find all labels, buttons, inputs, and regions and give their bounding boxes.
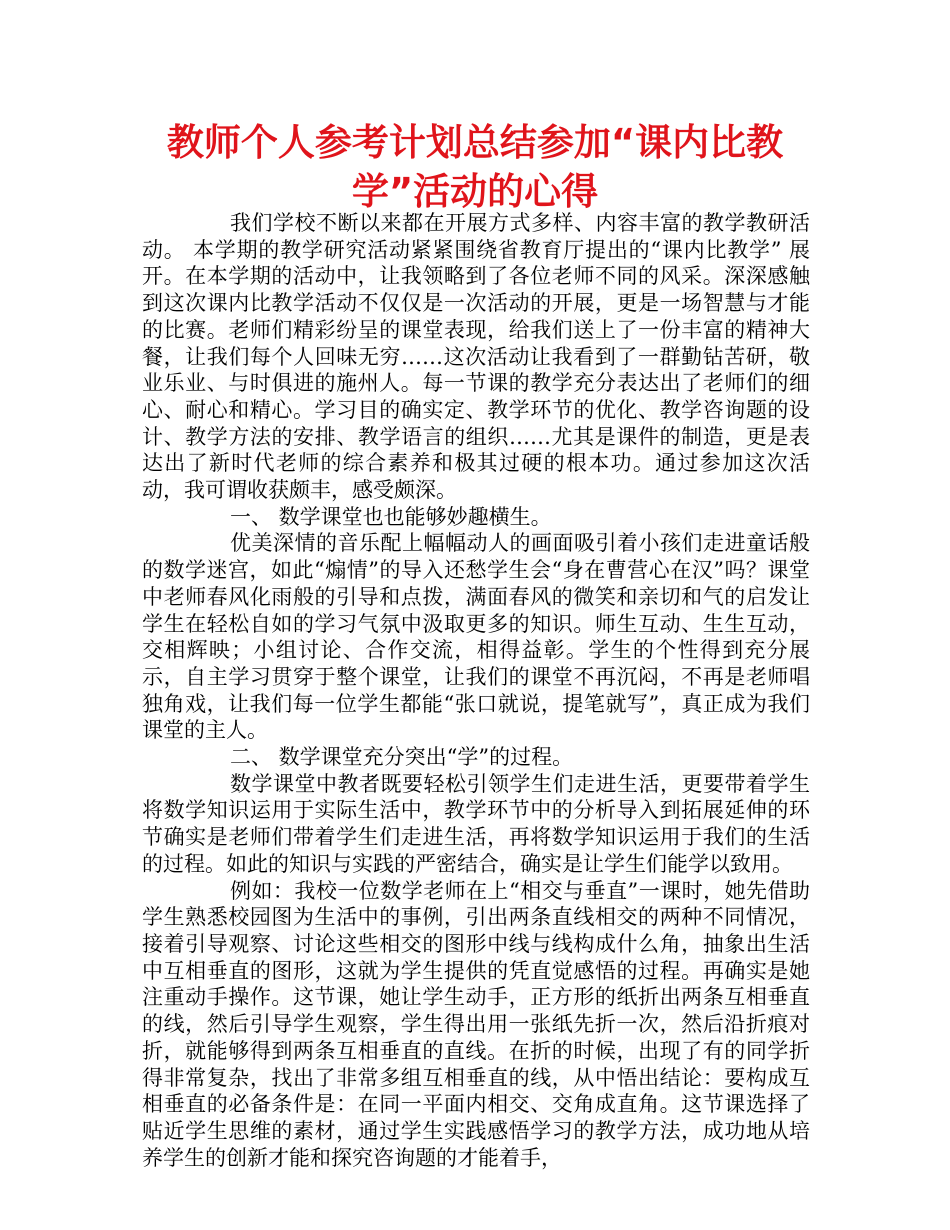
section-heading-1: 一、 数学课堂也也能够妙趣横生。 <box>230 504 552 529</box>
paragraph-intro: 我们学校不断以来都在开展方式多样、内容丰富的教学教研活动。 本学期的教学研究活动紧紧围绕省教育厅提出的“课内比教学” 展开。在本学期的活动中，让我领略到了各位老师不同的风采。深深感触到这次课内比教学活动不仅仅是一次活动的开展，更是一场智慧与才能的比赛。老师们精彩纷呈的课堂表现，给我们送上了一份丰富的精神大餐，让我们每个人回味无穷……这次活动让我看到了一群勤钻苦研，敬业乐业、与时俱进的施州人。每一节课的教学充分表达出了老师们的细心、耐心和精心。学习目的确实定、教学环节的优化、教学咨询题的设计、教学方法的安排、教学语言的组织……尤其是课件的制造，更是表达出了新时代老师的综合素养和极其过硬的根本功。通过参加这次活动，我可谓收获颇丰，感受颇深。 <box>142 211 810 503</box>
document-title: 教师个人参考计划总结参加“课内比教学”活动的心得 <box>166 121 784 213</box>
section-heading-2: 二、 数学课堂充分突出“学”的过程。 <box>230 745 574 770</box>
paragraph-section-2: 数学课堂中教者既要轻松引领学生们走进生活，更要带着学生将数学知识运用于实际生活中，教学环节中的分析导入到拓展延伸的环节确实是老师们带着学生们走进生活，再将数学知识运用于我们的生活的过程。如此的知识与实践的严密结合，确实是让学生们能学以致用。 <box>142 771 810 876</box>
document-body <box>142 210 810 1171</box>
paragraph-example: 例如：我校一位数学老师在上“相交与垂直”一课时，她先借助学生熟悉校园图为生活中的事例，引出两条直线相交的两种不同情况，接着引导观察、讨论这些相交的图形中线与线构成什么角，抽象出生活中互相垂直的图形，这就为学生提供的凭直觉感悟的过程。再确实是她注重动手操作。这节课，她让学生动手，正方形的纸折出两条互相垂直的线，然后引导学生观察，学生得出用一张纸先折一次，然后沿折痕对折，就能够得到两条互相垂直的直线。在折的时候，出现了有的同学折得非常复杂，找出了非常多组互相垂直的线，从中悟出结论：要构成互相垂直的必备条件是：在同一平面内相交、交角成直角。这节课选择了贴近学生思维的素材，通过学生实践感悟学习的教学方法，成功地从培养学生的创新才能和探究咨询题的才能着手， <box>142 878 810 1170</box>
paragraph-section-1: 优美深情的音乐配上幅幅动人的画面吸引着小孩们走进童话般的数学迷宫，如此“煽情”的导入还愁学生会“身在曹营心在汉”吗？课堂中老师春风化雨般的引导和点拨，满面春风的微笑和亲切和气的启发让学生在轻松自如的学习气氛中汲取更多的知识。师生互动、生生互动，交相辉映；小组讨论、合作交流，相得益彰。学生的个性得到充分展示，自主学习贯穿于整个课堂，让我们的课堂不再沉闷，不再是老师唱独角戏，让我们每一位学生都能“张口就说，提笔就写”，真正成为我们课堂的主人。 <box>142 531 810 743</box>
